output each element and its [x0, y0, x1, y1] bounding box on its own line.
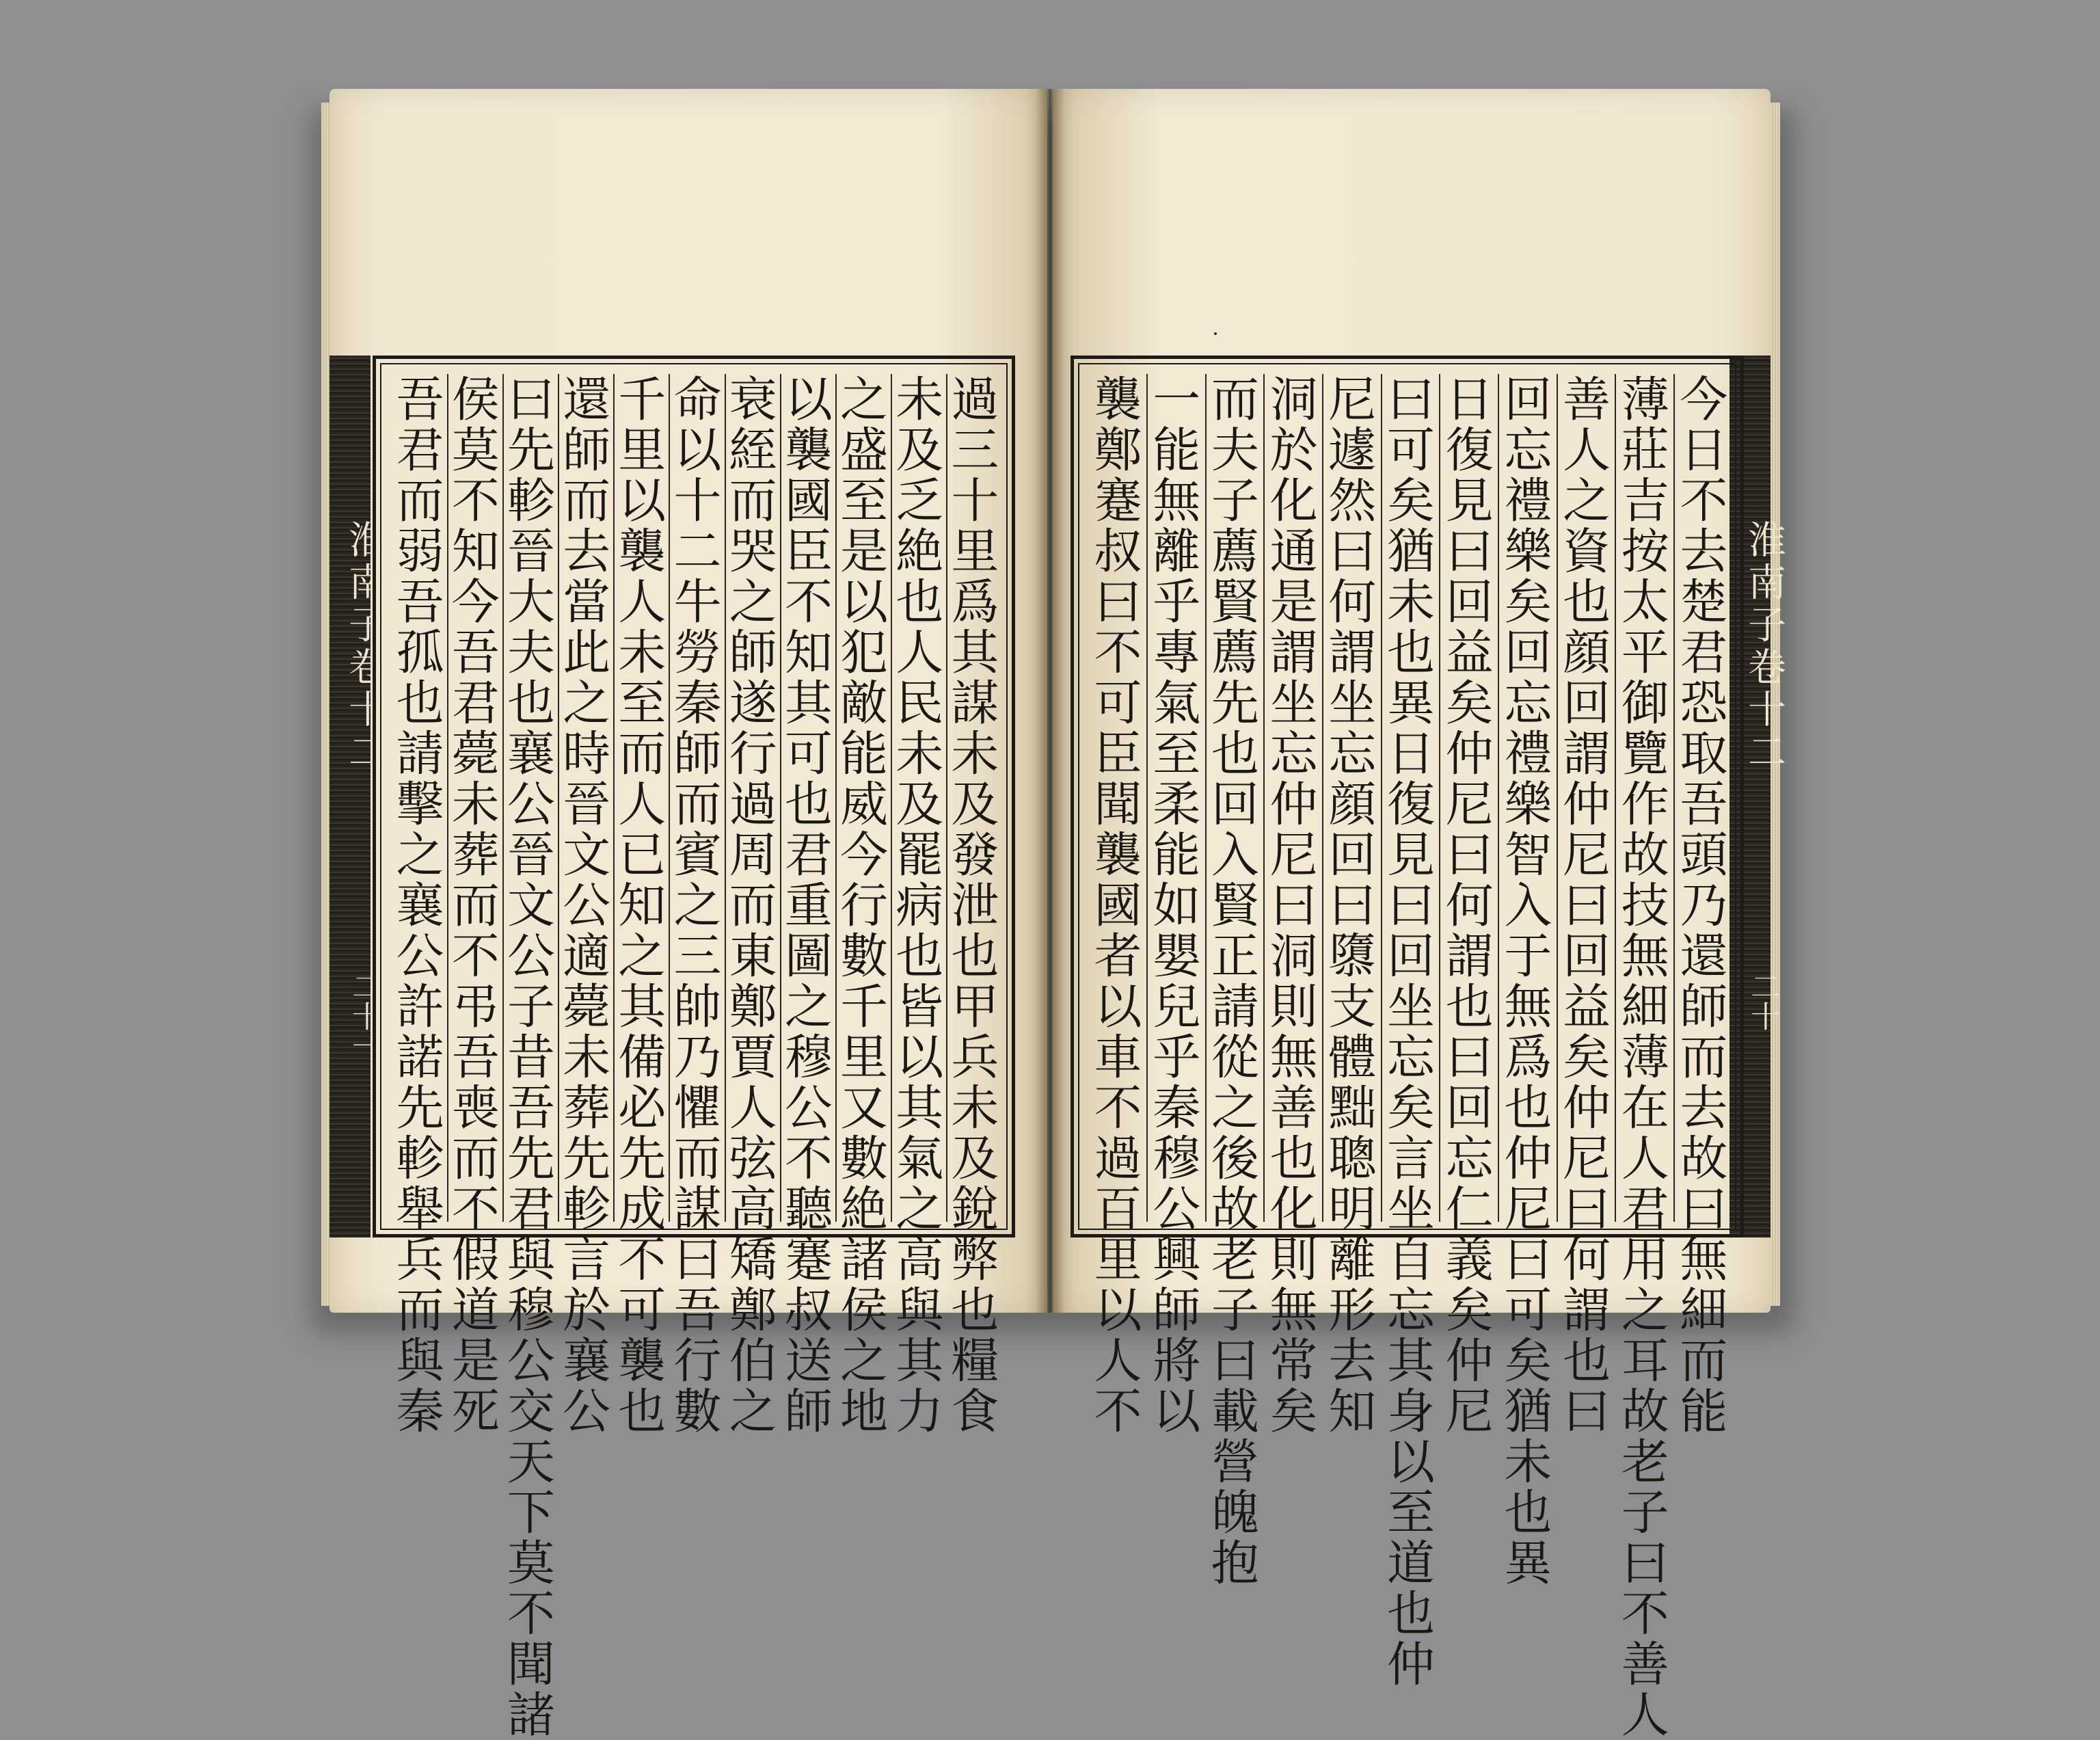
column-rule	[447, 374, 448, 1222]
column-rule	[891, 374, 892, 1222]
text-column: 未及乏絶也人民未及罷病也皆以其氣之高與其力	[887, 374, 944, 1436]
text-column: 曰先軫晉大夫也襄公晉文公子昔吾先君與穆公交天下莫不聞諸	[499, 374, 556, 1740]
text-column: 洞於化通是謂坐忘仲尼曰洞則無善也化則無常矣	[1262, 374, 1319, 1436]
ink-speck	[1214, 332, 1217, 335]
column-rule	[1439, 374, 1440, 1222]
text-column: 尼遽然曰何謂坐忘顔回曰隳支體黜聰明離形去知	[1320, 374, 1377, 1436]
left-fold-title: 淮南子卷十二	[342, 520, 387, 774]
column-rule	[1263, 374, 1265, 1222]
column-rule	[1673, 374, 1675, 1222]
text-column: 千里以襲人未至而人已知之其備必先成不可襲也	[610, 374, 667, 1436]
text-column: 回忘禮樂矣回忘禮樂智入于無爲也仲尼曰可矣猶未也異	[1496, 374, 1552, 1588]
text-column: 曰可矣猶未也異日復見曰回坐忘矣言坐自忘其身以至道也仲	[1379, 374, 1436, 1689]
text-column: 之盛至是以犯敵能威今行數千里又數絶諸侯之地	[832, 374, 889, 1436]
column-rule	[780, 374, 781, 1222]
text-column: 吾君而弱吾孤也請擊之襄公許諾先軫舉兵而與秦	[388, 374, 444, 1436]
right-fold-page-number: 二十	[1745, 971, 1780, 1031]
right-text-frame	[1071, 356, 1744, 1740]
column-rule	[613, 374, 615, 1222]
text-column: 日復見曰回益矣仲尼曰何謂也曰回忘仁義矣仲尼	[1438, 374, 1494, 1436]
left-text-columns	[388, 374, 999, 1740]
text-column: 以襲國臣不知其可也君重圖之穆公不聽蹇叔送師	[777, 374, 833, 1436]
column-rule	[502, 374, 504, 1222]
left-fold-edge	[329, 356, 371, 1237]
column-rule	[558, 374, 559, 1222]
left-text-frame	[373, 356, 1015, 1740]
column-rule	[1615, 374, 1616, 1222]
text-column: 善人之資也顔回謂仲尼曰回益矣仲尼曰何謂也曰	[1554, 374, 1611, 1436]
column-rule	[1498, 374, 1499, 1222]
column-rule	[1381, 374, 1382, 1222]
text-column: 還師而去當此之時晉文公適薨未葬先軫言於襄公	[554, 374, 611, 1436]
column-rule	[1322, 374, 1323, 1222]
text-column: 衰絰而哭之師遂行過周而東鄭賈人弦高矯鄭伯之	[721, 374, 778, 1436]
column-rule	[1146, 374, 1148, 1222]
column-rule	[835, 374, 837, 1222]
text-column: 薄莊吉按太平御覽作故技無細薄在人君用之耳故老子曰不善人	[1613, 374, 1670, 1740]
column-rule	[946, 374, 947, 1222]
text-column: 襲鄭蹇叔曰不可臣聞襲國者以車不過百里以人不	[1086, 374, 1142, 1436]
text-column: 侯莫不知今吾君薨未葬而不弔吾喪而不假道是死	[444, 374, 500, 1436]
text-column: 命以十二牛勞秦師而賓之三帥乃懼而謀曰吾行數	[665, 374, 722, 1436]
column-rule	[725, 374, 726, 1222]
column-rule	[1205, 374, 1207, 1222]
text-column: 而夫子薦賢薦先也回入賢正請從之後故老子曰載營魄抱	[1203, 374, 1260, 1588]
right-text-columns	[1086, 374, 1728, 1740]
column-rule	[1557, 374, 1558, 1222]
book-gutter	[1036, 89, 1064, 1313]
text-column: 一能無離乎專氣至柔能如嬰兒乎秦穆公興師將以	[1144, 374, 1201, 1436]
left-fold-page-number: 二十一	[347, 971, 381, 1061]
right-fold-title: 淮南子卷十二	[1742, 520, 1786, 774]
text-column: 今日不去楚君恐取吾頭乃還師而去故曰無細而能	[1671, 374, 1728, 1436]
text-column: 過三十里爲其謀未及發泄也甲兵未及銳弊也糧食	[943, 374, 999, 1436]
column-rule	[669, 374, 670, 1222]
